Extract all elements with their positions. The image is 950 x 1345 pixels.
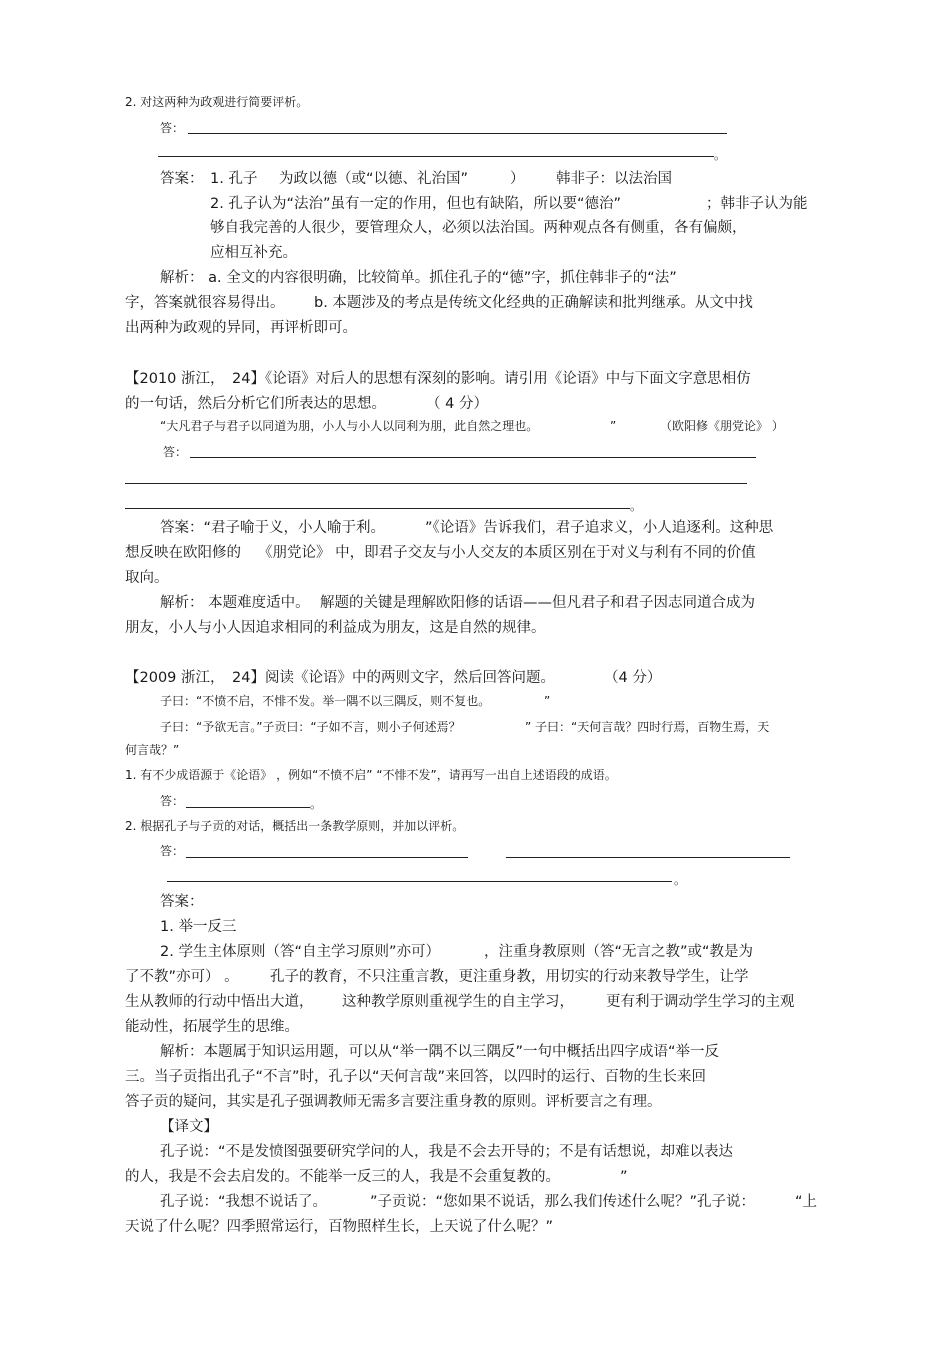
answer-line: 取向。 <box>125 570 169 586</box>
translation-line: “上 <box>795 1194 818 1210</box>
translation-heading: 【译文】 <box>160 1119 218 1135</box>
answer-blank-line <box>167 881 672 882</box>
answer-blank-line <box>125 508 630 509</box>
question-header: 【2009 浙江， <box>125 670 225 686</box>
answer-blank-line <box>158 156 714 157</box>
answer-blank-line <box>125 483 747 484</box>
analysis-line: 字，答案就很容易得出。 <box>125 295 285 311</box>
answer-blank-line <box>190 457 756 458</box>
question-header: 24】阅读《论语》中的两则文字，然后回答问题。 <box>232 670 555 686</box>
period: 。 <box>630 499 643 513</box>
answer-2-line: ，注重身教原则（答“无言之教”或“教是为 <box>484 944 754 960</box>
answer-blank-line <box>186 857 468 858</box>
question-header: 的一句话，然后分析它们所表达的思想。 <box>125 396 386 412</box>
period: 。 <box>310 797 323 811</box>
answer-line: ”《论语》告诉我们，君子追求义，小人追逐利。这种思 <box>425 520 774 536</box>
question-2-prompt: 2. 对这两种为政观进行简要评析。 <box>125 95 309 109</box>
answer-heading: 答案： <box>160 171 204 187</box>
answer-2-line: 了不教”亦可） 。 <box>125 969 239 985</box>
translation-line: 天说了什么呢？四季照常运行，百物照样生长，上天说了什么呢？” <box>125 1219 554 1235</box>
quote-text: ” <box>610 419 617 433</box>
quote-source: （欧阳修《朋党论》 ） <box>660 419 784 433</box>
answer-2-line: 够自我完善的人很少，要管理众人，必须以法治国。两种观点各有侧重，各有偏颇， <box>210 220 747 236</box>
quote-text: 何言哉？” <box>125 743 180 757</box>
analysis-line: 三。当子贡指出孔子“不言”时，孔子以“天何言哉”来回答，以四时的运行、百物的生长来回 <box>125 1069 707 1085</box>
answer-2-line: 2. 学生主体原则（答“自主学习原则”亦可） <box>160 944 440 960</box>
answer-2-line: 2. 孔子认为“法治”虽有一定的作用，但也有缺陷，所以要“德治” <box>210 196 621 212</box>
period: 。 <box>674 873 687 887</box>
answer-1: 1. 举一反三 <box>160 919 237 935</box>
quote-text: ” <box>544 694 551 708</box>
analysis-line: 出两种为政观的异同，再评析即可。 <box>125 320 357 336</box>
translation-line: 的人，我是不会去启发的。不能举一反三的人，我是不会重复教的。 <box>125 1169 560 1185</box>
answer-blank-line <box>186 807 310 808</box>
answer-2-line: 更有利于调动学生学习的主观 <box>606 994 795 1010</box>
answer-blank-line <box>506 857 790 858</box>
quote-text: 子曰：“不愤不启，不悱不发。举一隅不以三隅反，则不复也。 <box>160 694 491 708</box>
answer-line: 答案：“君子喻于义，小人喻于利。 <box>160 520 386 536</box>
answer-blank-line <box>188 133 727 134</box>
answer-label: 答： <box>160 121 185 135</box>
answer-2-line: 生从教师的行动中悟出大道， <box>125 994 314 1010</box>
analysis-line: 答子贡的疑问，其实是孔子强调教师无需多言要注重身教的原则。评析要言之有理。 <box>125 1094 662 1110</box>
translation-line: ”子贡说：“您如果不说话，那么我们传述什么呢？”孔子说： <box>370 1194 756 1210</box>
answer-2-line: 这种教学原则重视学生的自主学习， <box>342 994 574 1010</box>
answer-2-line: 孔子的教育，不只注重言教，更注重身教，用切实的行动来教导学生，让学 <box>270 969 749 985</box>
score-label: （4 分） <box>604 670 662 686</box>
question-1-prompt: 1. 有不少成语源于《论语》 ，例如“不愤不启” “不悱不发”，请再写一出自上述语段的成语。 <box>125 768 617 782</box>
answer-2-line: ；韩非子认为能 <box>706 196 808 212</box>
question-2-prompt: 2. 根据孔子与子贡的对话，概括出一条教学原则，并加以评析。 <box>125 819 465 833</box>
score-label: （ 4 分） <box>426 396 488 412</box>
analysis-line: 解析：本题属于知识运用题，可以从“举一隅不以三隅反”一句中概括出四字成语“举一反 <box>160 1044 720 1060</box>
answer-2-line: 能动性，拓展学生的思维。 <box>125 1019 299 1035</box>
answer-line: 《朋党论》 中，即君子交友与小人交友的本质区别在于对义与利有不同的价值 <box>258 545 756 561</box>
translation-line: 孔子说：“不是发愤图强要研究学问的人，我是不会去开导的；不是有话想说，却难以表达 <box>160 1144 734 1160</box>
answer-2-line: 应相互补充。 <box>210 245 297 261</box>
translation-line: ” <box>620 1169 628 1185</box>
analysis-line: b. 本题涉及的考点是传统文化经典的正确解读和批判继承。从文中找 <box>314 295 753 311</box>
analysis-line: 解析： 本题难度适中。 <box>160 595 310 611</box>
answer-label: 答： <box>160 794 185 808</box>
answer-label: 答： <box>160 844 185 858</box>
answer-1-number: 1. 孔子 <box>210 171 258 187</box>
answer-1-confucius: 为政以德（或“以德、礼治国” <box>279 171 469 187</box>
answer-1-hanfeizi: 韩非子：以法治国 <box>556 171 672 187</box>
answer-line: 想反映在欧阳修的 <box>125 545 241 561</box>
quote-text: “大凡君子与君子以同道为朋，小人与小人以同利为朋，此自然之理也。 <box>160 419 539 433</box>
analysis-line: 解题的关键是理解欧阳修的话语——但凡君子和君子因志同道合成为 <box>320 595 755 611</box>
quote-text: ” 子曰：“天何言哉？四时行焉，百物生焉，天 <box>525 720 770 734</box>
answer-label: 答： <box>163 445 188 459</box>
quote-text: 子曰：“予欲无言。”子贡曰：“子如不言，则小子何述焉？ <box>160 720 461 734</box>
analysis-line: 朋友，小人与小人因追求相同的利益成为朋友，这是自然的规律。 <box>125 620 546 636</box>
answer-1-bracket: ） <box>510 171 525 187</box>
translation-line: 孔子说：“我想不说话了。 <box>160 1194 328 1210</box>
analysis-line: 解析： a. 全文的内容很明确，比较简单。抓住孔子的“德”字，抓住韩非子的“法” <box>160 270 677 286</box>
answer-heading: 答案： <box>160 894 204 910</box>
question-header: 24】《论语》对后人的思想有深刻的影响。请引用《论语》中与下面文字意思相仿 <box>232 371 751 387</box>
period: 。 <box>714 148 727 162</box>
question-header: 【2010 浙江， <box>125 371 225 387</box>
